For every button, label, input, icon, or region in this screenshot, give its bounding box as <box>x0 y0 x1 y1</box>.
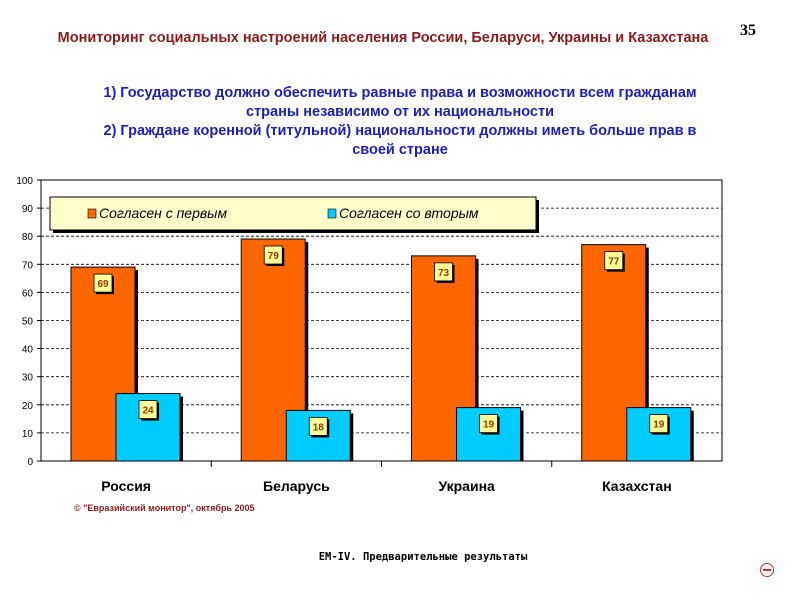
y-tick-label: 60 <box>21 288 33 300</box>
footer-text: ЕМ-IV. Предварительные результаты <box>318 551 528 563</box>
y-tick-label: 70 <box>21 260 33 272</box>
y-tick-label: 20 <box>21 400 33 412</box>
data-label: 69 <box>97 279 109 291</box>
legend-label: Согласен с первым <box>99 205 228 221</box>
copyright-note: © "Евразийский монитор", октябрь 2005 <box>74 503 255 513</box>
y-tick-label: 100 <box>16 176 33 187</box>
page-number: 35 <box>740 22 756 39</box>
y-tick-label: 30 <box>21 372 33 384</box>
x-tick-label: Украина <box>438 478 495 494</box>
header-title: Мониторинг социальных настроений населения России, Беларуси, Украины и Казахстана <box>57 30 709 46</box>
minus-circle-icon <box>760 563 774 577</box>
legend-label: Согласен со вторым <box>339 205 479 221</box>
chart-title-line: своей стране <box>352 142 448 158</box>
legend-swatch <box>88 209 96 218</box>
y-axis <box>16 176 41 468</box>
legend <box>50 197 539 233</box>
x-tick-label: Беларусь <box>263 478 330 494</box>
chart-title-line: страны независимо от их национальности <box>246 104 554 120</box>
data-label: 79 <box>267 251 279 263</box>
data-label: 19 <box>482 419 495 431</box>
y-tick-label: 0 <box>27 457 33 468</box>
y-tick-label: 90 <box>21 204 33 216</box>
y-tick-label: 40 <box>21 344 33 356</box>
x-tick-label: Казахстан <box>602 478 672 494</box>
x-axis <box>101 461 671 494</box>
data-label: 19 <box>653 419 665 431</box>
y-tick-label: 80 <box>21 232 33 244</box>
x-tick-label: Россия <box>101 478 151 494</box>
y-tick-label: 50 <box>21 316 33 328</box>
data-label: 24 <box>142 405 154 417</box>
y-tick-label: 10 <box>21 428 33 440</box>
chart-title-line: 2) Граждане коренной (титульной) национальности должны иметь больше прав в <box>103 123 697 139</box>
legend-swatch <box>328 209 336 218</box>
data-label: 18 <box>312 422 324 434</box>
data-label: 73 <box>437 267 450 279</box>
chart-title-line: 1) Государство должно обеспечить равные права и возможности всем гражданам <box>103 85 697 101</box>
data-label: 77 <box>608 256 620 268</box>
